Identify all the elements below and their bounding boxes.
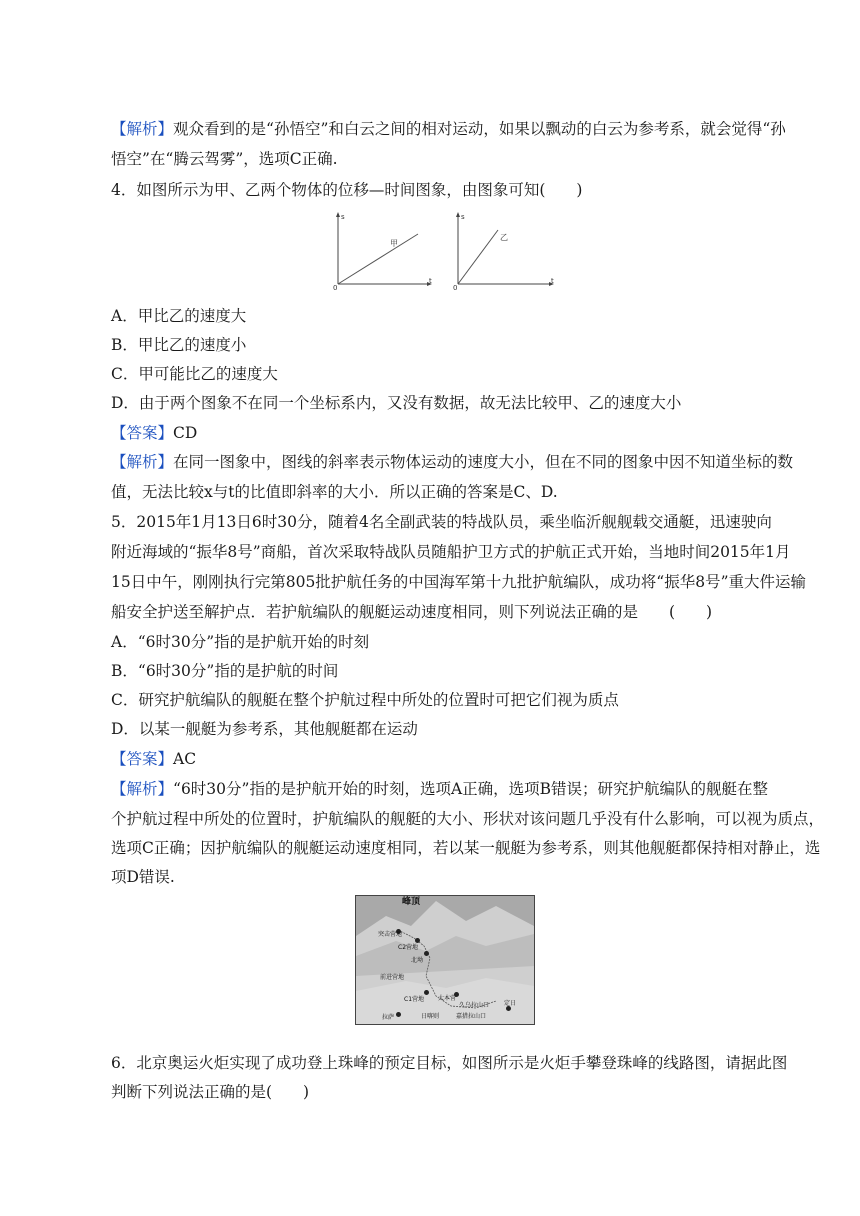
map-label-base-camp: 大本营	[438, 995, 457, 1002]
analysis-text: “6时30分”指的是护航开始的时刻，选项A正确，选项B错误；研究护航编队的舰艇在整	[173, 780, 769, 798]
map-label-pass-2: 嘉措拉山口	[456, 1013, 487, 1020]
graph-jia-xlabel: t	[429, 277, 432, 285]
answer-tag: 【答案】	[111, 750, 174, 768]
map-marker	[396, 1012, 401, 1017]
q5-analysis-line-2: 个护航过程中所处的位置时，护航编队的舰艇的大小、形状对该问题几乎没有什么影响，可以视为质点，	[111, 810, 825, 828]
q5-analysis-line-4: 项D错误.	[111, 868, 175, 886]
q4-analysis-line-1	[111, 451, 794, 473]
graph-yi-xlabel: t	[551, 277, 554, 285]
q4-analysis-line-2: 值，无法比较x与t的比值即斜率的大小．所以正确的答案是C、D.	[111, 483, 558, 501]
analysis-tag: 【解析】	[111, 453, 174, 471]
map-label-c2-camp: C2营地	[398, 944, 419, 951]
map-label-tingri: 定日	[504, 1000, 517, 1007]
graph-yi	[453, 212, 554, 292]
map-label-pass-1: 久乌拉山口	[459, 1002, 490, 1009]
map-marker	[424, 990, 429, 995]
q4-option-b: B．甲比乙的速度小	[111, 336, 247, 354]
q5-analysis-line-1	[111, 778, 769, 800]
analysis-text: 观众看到的是“孙悟空”和白云之间的相对运动，如果以飘动的白云为参考系，就会觉得“孙	[173, 120, 786, 138]
graph-jia	[333, 212, 432, 292]
answer-tag: 【答案】	[111, 424, 174, 442]
q5-option-c: C．研究护航编队的舰艇在整个护航过程中所处的位置时可把它们视为质点	[111, 691, 619, 709]
q4-option-a: A．甲比乙的速度大	[111, 307, 247, 325]
graph-jia-origin: 0	[333, 284, 338, 292]
analysis-tag: 【解析】	[111, 780, 174, 798]
map-label-shigatse: 日喀则	[421, 1013, 440, 1020]
map-peak-label: 峰顶	[402, 897, 421, 907]
map-marker	[424, 951, 429, 956]
analysis-tag: 【解析】	[111, 120, 174, 138]
q4-stem: 4．如图所示为甲、乙两个物体的位移—时间图象，由图象可知( )	[111, 181, 583, 199]
map-label-assault-camp: 突击营地	[378, 931, 403, 938]
q5-analysis-line-3: 选项C正确；因护航编队的舰艇运动速度相同，若以某一舰艇为参考系，则其他舰艇都保持相对静止，选	[111, 839, 821, 857]
graph-jia-ylabel: s	[341, 213, 345, 221]
graph-yi-series-label: 乙	[500, 233, 508, 242]
q5-stem-line-3: 15日中午，刚刚执行完第805批护航任务的中国海军第十九批护航编队，成功将“振华8号”重大件运输	[111, 573, 807, 591]
q5-option-b: B．“6时30分”指的是护航的时间	[111, 662, 339, 680]
graph-yi-ylabel: s	[461, 213, 465, 221]
answer-value: CD	[173, 424, 198, 442]
q3-analysis-line	[111, 118, 786, 140]
graph-jia-series-label: 甲	[390, 239, 398, 248]
q4-option-c: C．甲可能比乙的速度大	[111, 365, 278, 383]
map-marker	[415, 938, 420, 943]
q4-answer	[111, 422, 751, 444]
q4-option-d: D．由于两个图象不在同一个坐标系内，又没有数据，故无法比较甲、乙的速度大小	[111, 394, 682, 412]
answer-value: AC	[173, 750, 197, 768]
q5-stem-line-2: 附近海域的“振华8号”商船，首次采取特战队员随船护卫方式的护航正式开始，当地时间2015年1月	[111, 543, 791, 561]
map-label-c1-camp: C1营地	[404, 996, 425, 1003]
everest-route-map	[355, 895, 535, 1025]
q5-option-a: A．“6时30分”指的是护航开始的时刻	[111, 633, 370, 651]
q4-position-time-graphs	[330, 210, 560, 292]
q3-analysis-line-2: 悟空”在“腾云驾雾”，选项C正确.	[111, 150, 338, 168]
map-label-advance-camp: 前进营地	[380, 974, 405, 981]
graph-yi-origin: 0	[453, 284, 458, 292]
q5-answer	[111, 748, 751, 770]
q5-stem-line-4: 船安全护送至解护点．若护航编队的舰艇运动速度相同，则下列说法正确的是 ( )	[111, 603, 713, 621]
map-label-north-col: 北坳	[411, 957, 424, 964]
map-label-lhasa: 拉萨	[382, 1014, 395, 1021]
q6-stem-line-1: 6．北京奥运火炬实现了成功登上珠峰的预定目标，如图所示是火炬手攀登珠峰的线路图，请据此图	[111, 1054, 788, 1072]
q5-option-d: D．以某一舰艇为参考系，其他舰艇都在运动	[111, 720, 418, 738]
q5-stem-line-1: 5．2015年1月13日6时30分，随着4名全副武装的特战队员，乘坐临沂舰舰载交通艇，迅速驶向	[111, 513, 772, 531]
q6-stem-line-2: 判断下列说法正确的是( )	[111, 1083, 310, 1101]
analysis-text: 在同一图象中，图线的斜率表示物体运动的速度大小，但在不同的图象中因不知道坐标的数	[173, 453, 794, 471]
